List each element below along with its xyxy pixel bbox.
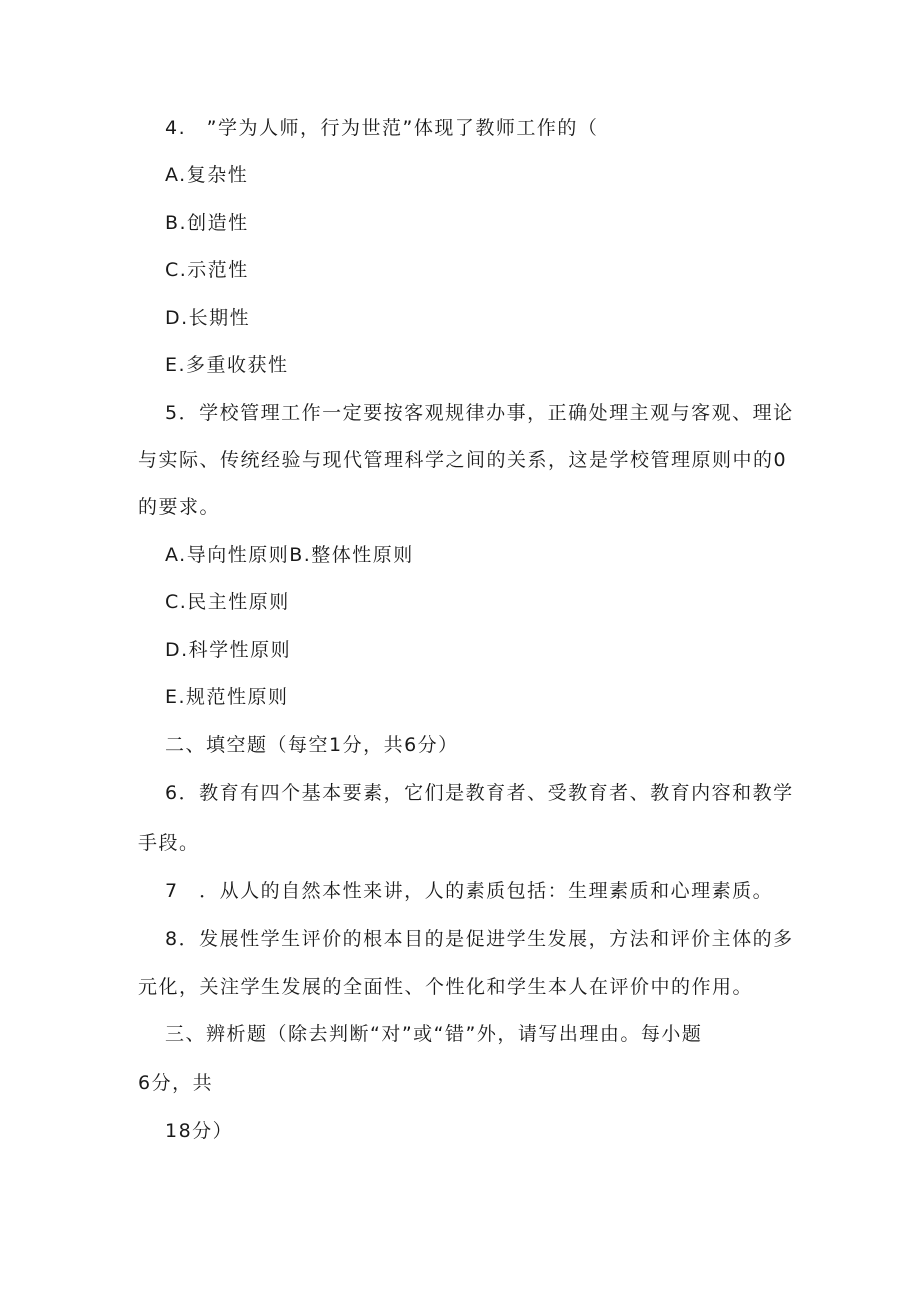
question-5-option-c: C.民主性原则 bbox=[165, 591, 290, 613]
section-3-heading-line-3: 18分） bbox=[165, 1120, 234, 1142]
question-8-line-2: 元化，关注学生发展的全面性、个性化和学生本人在评价中的作用。 bbox=[138, 976, 754, 998]
section-3-heading-line-2: 6分，共 bbox=[138, 1072, 214, 1094]
question-8-line-1: 8．发展性学生评价的根本目的是促进学生发展，方法和评价主体的多 bbox=[165, 928, 794, 950]
question-6-line-1: 6．教育有四个基本要素，它们是教育者、受教育者、教育内容和教学 bbox=[165, 782, 794, 804]
question-4-stem: 4. ”学为人师，行为世范”体现了教师工作的（ bbox=[165, 117, 599, 139]
question-7: 7 ．从人的自然本性来讲，人的素质包括：生理素质和心理素质。 bbox=[165, 880, 774, 902]
question-4-option-d: D.长期性 bbox=[165, 307, 251, 329]
question-4-option-e: E.多重收获性 bbox=[165, 354, 289, 376]
section-2-heading: 二、填空题（每空1分，共6分） bbox=[165, 734, 459, 756]
question-5-stem-line-3: 的要求。 bbox=[138, 496, 221, 518]
question-5-stem-line-2: 与实际、传统经验与现代管理科学之间的关系，这是学校管理原则中的0 bbox=[138, 449, 788, 471]
question-5-option-d: D.科学性原则 bbox=[165, 639, 292, 661]
question-5-stem-line-1: 5．学校管理工作一定要按客观规律办事，正确处理主观与客观、理论 bbox=[165, 402, 794, 424]
question-5-option-e: E.规范性原则 bbox=[165, 686, 289, 708]
question-5-options-a-b: A.导向性原则B.整体性原则 bbox=[165, 544, 414, 566]
question-4-option-c: C.示范性 bbox=[165, 259, 249, 281]
question-4-option-b: B.创造性 bbox=[165, 212, 249, 234]
question-6-line-2: 手段。 bbox=[138, 832, 200, 854]
section-3-heading-line-1: 三、辨析题（除去判断“对”或“错”外，请写出理由。每小题 bbox=[165, 1023, 703, 1045]
question-4-option-a: A.复杂性 bbox=[165, 164, 249, 186]
